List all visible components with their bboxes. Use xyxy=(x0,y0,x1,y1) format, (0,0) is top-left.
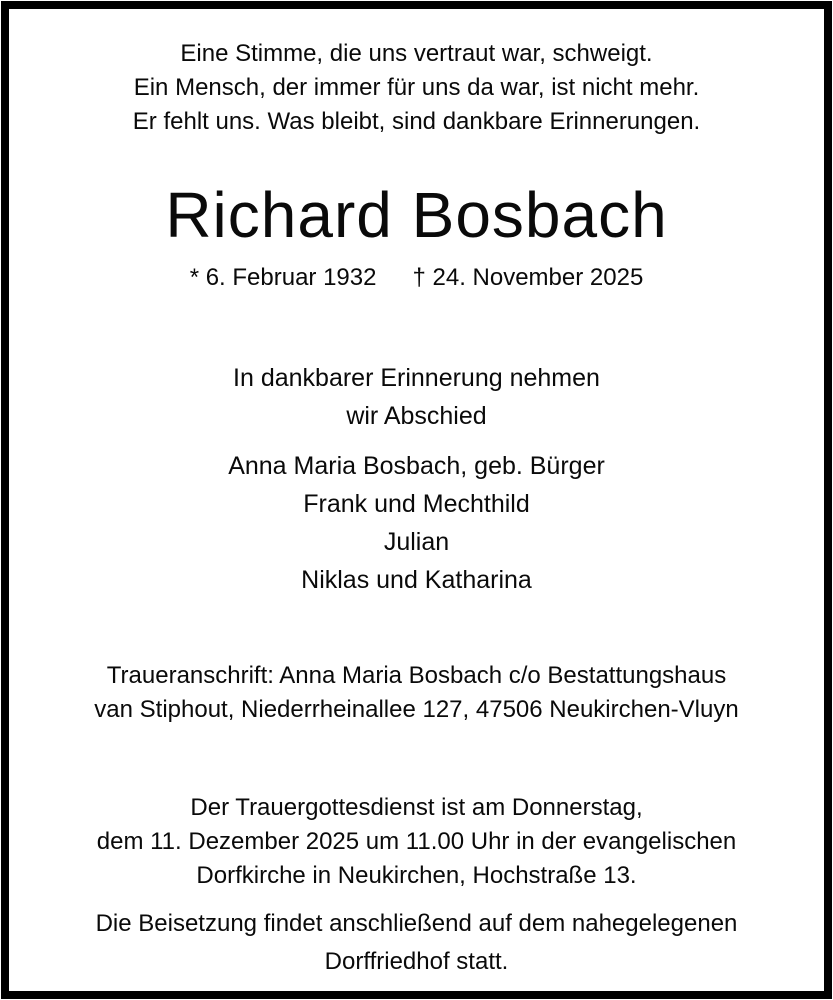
opening-verse xyxy=(9,37,824,139)
address-line-2: van Stiphout, Niederrheinallee 127, 47506 Neukirchen-Vluyn xyxy=(94,696,739,723)
service-info xyxy=(9,791,824,893)
mourner-4: Niklas und Katharina xyxy=(301,566,532,594)
life-dates xyxy=(9,261,824,295)
service-line-1: Der Trauergottesdienst ist am Donnerstag, xyxy=(190,794,643,821)
service-line-2: dem 11. Dezember 2025 um 11.00 Uhr in der evangelischen xyxy=(96,828,737,855)
address-line-1: Traueranschrift: Anna Maria Bosbach c/o Bestattungshaus xyxy=(106,662,727,689)
verse-line-1: Eine Stimme, die uns vertraut war, schweigt. xyxy=(180,40,653,67)
mourner-2: Frank und Mechthild xyxy=(303,490,530,518)
farewell-line-2: wir Abschied xyxy=(346,402,487,430)
birth-date: * 6. Februar 1932 xyxy=(189,264,377,291)
burial-line-2: Dorffriedhof statt. xyxy=(324,948,509,975)
burial-line-1: Die Beisetzung findet anschließend auf dem nahegelegenen xyxy=(95,910,738,937)
burial-info xyxy=(9,905,824,981)
mourner-3: Julian xyxy=(383,528,450,556)
mourners-list xyxy=(9,447,824,599)
verse-line-2: Ein Mensch, der immer für uns da war, ist nicht mehr. xyxy=(133,74,700,101)
mourner-1: Anna Maria Bosbach, geb. Bürger xyxy=(228,452,605,480)
notice-content xyxy=(9,9,824,991)
service-line-3: Dorfkirche in Neukirchen, Hochstraße 13. xyxy=(196,862,637,889)
deceased-name: Richard Bosbach xyxy=(165,179,668,251)
death-date: † 24. November 2025 xyxy=(412,264,644,291)
mourning-address xyxy=(9,659,824,727)
farewell-intro xyxy=(9,359,824,435)
verse-line-3: Er fehlt uns. Was bleibt, sind dankbare Erinnerungen. xyxy=(132,108,701,135)
farewell-line-1: In dankbarer Erinnerung nehmen xyxy=(233,364,600,392)
